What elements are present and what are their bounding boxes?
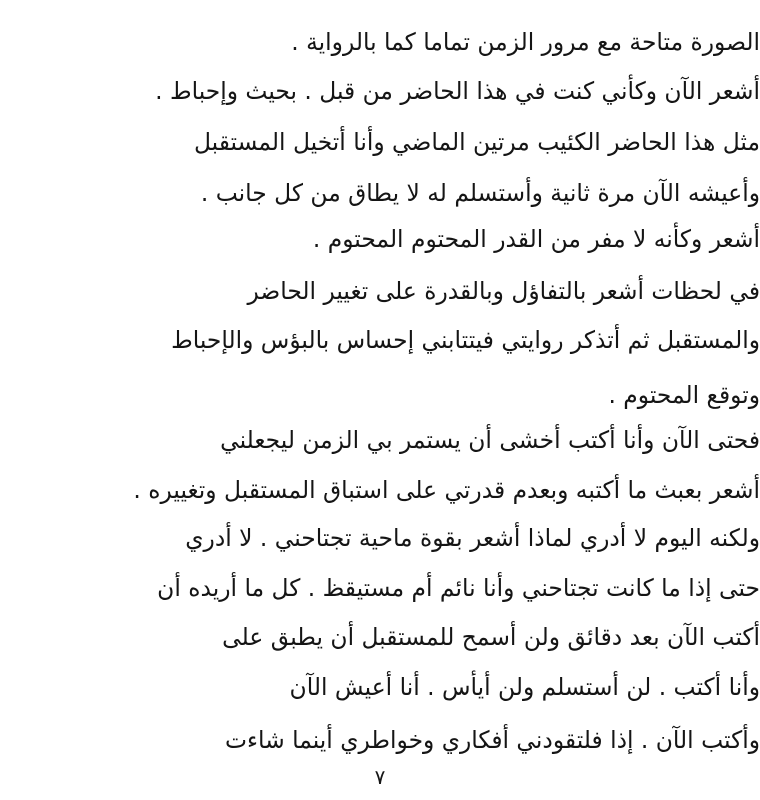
- text-line-3: مثل هذا الحاضر الكئيب مرتين الماضي وأنا أتخيل المستقبل: [193, 128, 760, 156]
- text-line-7: والمستقبل ثم أتذكر روايتي فيتتابني إحساس بالبؤس والإحباط: [171, 326, 760, 354]
- text-line-9: فحتى الآن وأنا أكتب أخشى أن يستمر بي الزمن ليجعلني: [220, 426, 760, 454]
- text-line-1: الصورة متاحة مع مرور الزمن تماما كما بالرواية .: [291, 28, 760, 56]
- text-line-2: أشعر الآن وكأني كنت في هذا الحاضر من قبل . بحيث وإحباط .: [155, 77, 760, 105]
- page-number: ٧: [374, 765, 386, 789]
- text-line-4: وأعيشه الآن مرة ثانية وأستسلم له لا يطاق من كل جانب .: [200, 179, 760, 207]
- text-line-14: وأنا أكتب . لن أستسلم ولن أيأس . أنا أعيش الآن: [289, 673, 760, 701]
- text-line-8: وتوقع المحتوم .: [608, 381, 760, 409]
- text-line-12: حتى إذا ما كانت تجتاحني وأنا نائم أم مستيقظ . كل ما أريده أن: [157, 574, 760, 602]
- text-line-6: في لحظات أشعر بالتفاؤل وبالقدرة على تغيير الحاضر: [247, 277, 760, 305]
- text-line-11: ولكنه اليوم لا أدري لماذا أشعر بقوة ماحية تجتاحني . لا أدري: [185, 524, 760, 552]
- text-line-10: أشعر بعبث ما أكتبه وبعدم قدرتي على استباق المستقبل وتغييره .: [133, 476, 760, 504]
- text-line-15: وأكتب الآن . إذا فلتقودني أفكاري وخواطري أينما شاءت: [225, 726, 760, 754]
- text-line-13: أكتب الآن بعد دقائق ولن أسمح للمستقبل أن يطبق على: [222, 623, 760, 651]
- text-line-5: أشعر وكأنه لا مفر من القدر المحتوم المحتوم .: [312, 225, 760, 253]
